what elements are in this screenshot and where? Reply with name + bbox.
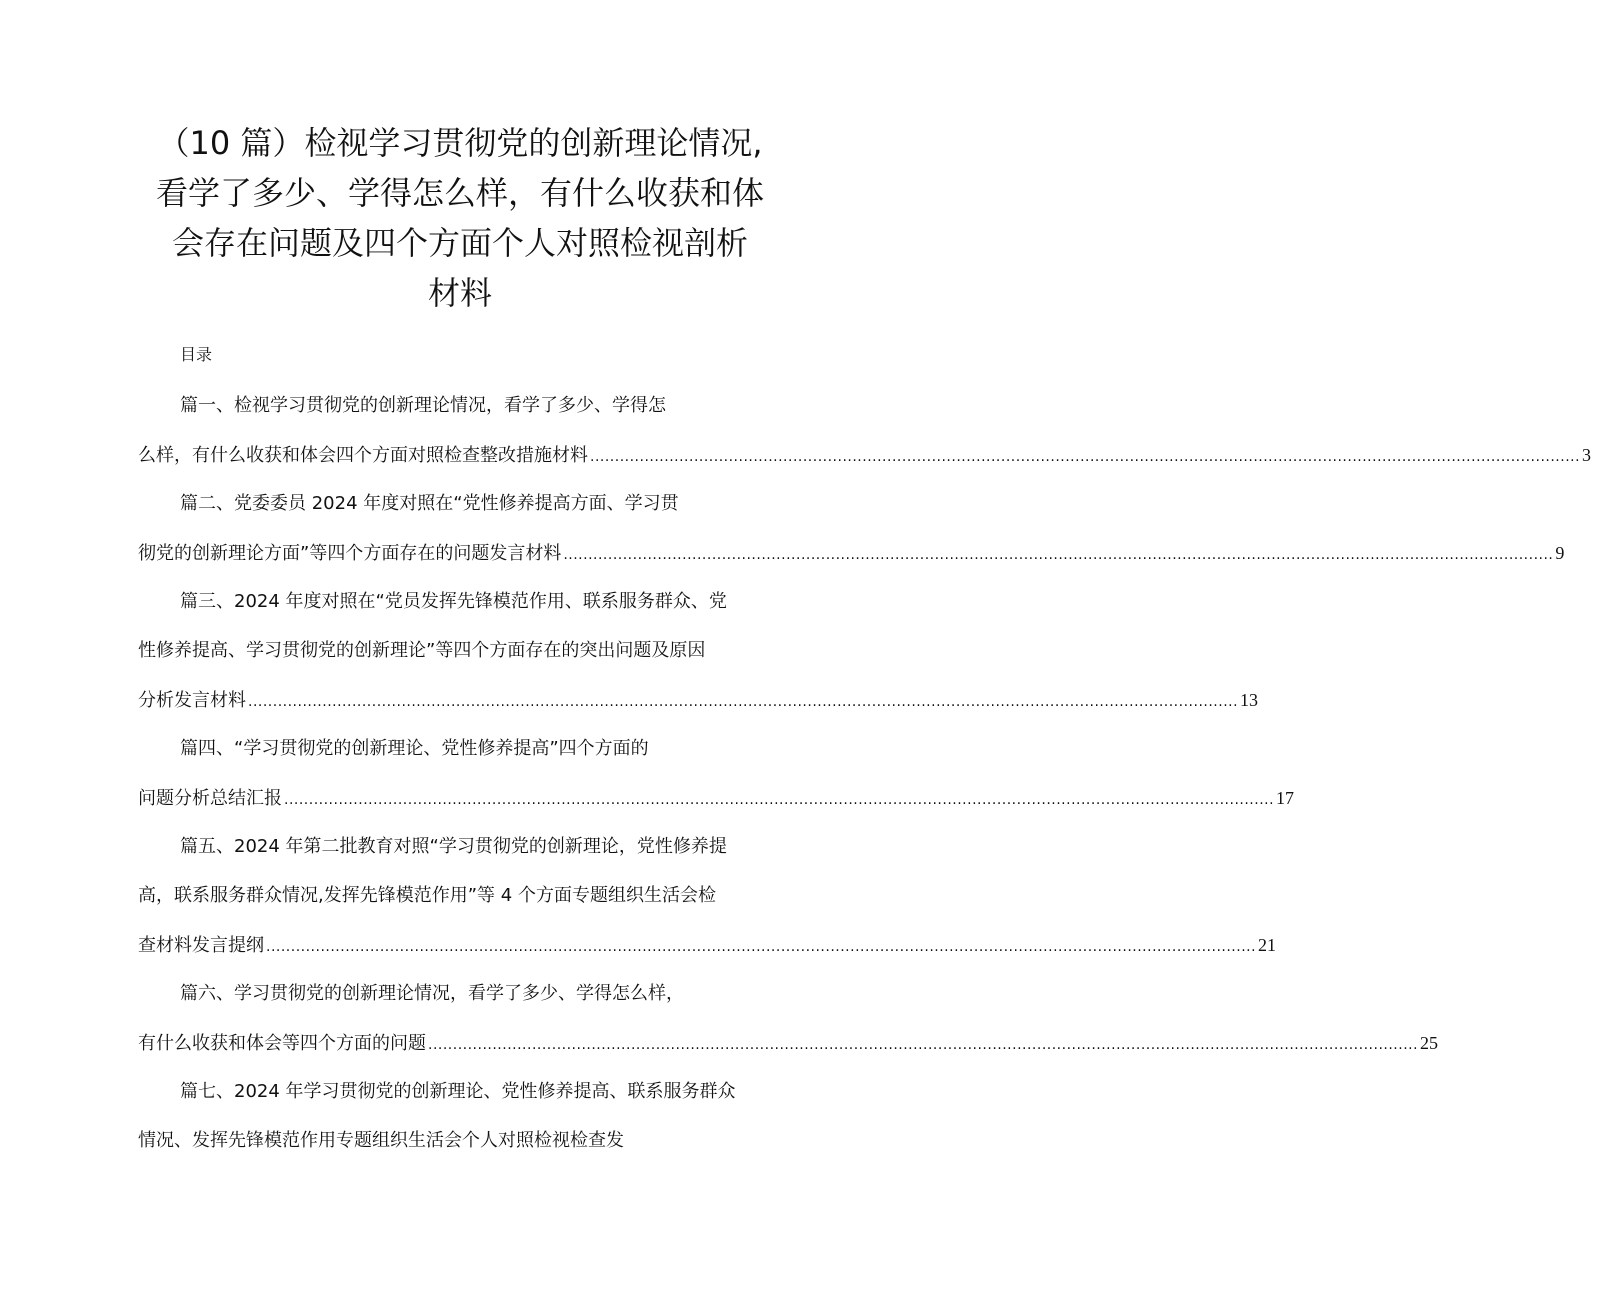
toc-dot-leader: ........................................................................................................................................................................................................: [284, 792, 1275, 808]
toc-entry-text: 篇一、检视学习贯彻党的创新理论情况，看学了多少、学得怎: [180, 395, 666, 416]
table-of-contents: [138, 385, 1592, 1169]
title-line-1: （10 篇）检视学习贯彻党的创新理论情况,: [157, 124, 763, 162]
toc-entry[interactable]: [138, 483, 1565, 581]
title-line-3: 会存在问题及四个方面个人对照检视剖析: [171, 224, 748, 262]
toc-entry-line: [138, 1120, 786, 1169]
toc-page-number: 17: [1276, 788, 1295, 808]
toc-entry-line: [138, 532, 1565, 581]
toc-entry-text: 高，联系服务群众情况,发挥先锋模范作用”等 4 个方面专题组织生活会检: [138, 885, 716, 906]
toc-entry-text: 篇六、学习贯彻党的创新理论情况，看学了多少、学得怎么样，: [180, 983, 684, 1004]
toc-entry-line: [138, 875, 786, 924]
toc-entry-line: [138, 581, 786, 630]
title-line-4: 材料: [427, 274, 492, 312]
toc-page-number: 21: [1258, 935, 1277, 955]
toc-page-number: 3: [1582, 445, 1592, 465]
toc-entry-text: 篇四、“学习贯彻党的创新理论、党性修养提高”四个方面的: [180, 738, 649, 759]
toc-dot-leader: ........................................................................................................................................................................................................: [590, 449, 1581, 465]
toc-entry[interactable]: [138, 728, 1295, 826]
toc-entry-text: 问题分析总结汇报: [138, 788, 282, 809]
toc-page-number: 9: [1555, 543, 1565, 563]
toc-entry-text: 篇二、党委委员 2024 年度对照在“党性修养提高方面、学习贯: [180, 493, 679, 514]
document-title: [110, 118, 810, 318]
toc-entry-line: [138, 679, 1259, 728]
toc-entry[interactable]: [138, 581, 1259, 728]
title-line-2: 看学了多少、学得怎么样，有什么收获和体: [155, 174, 764, 212]
toc-page-number: 13: [1240, 690, 1259, 710]
toc-entry[interactable]: [138, 1071, 786, 1169]
toc-entry-line: [138, 973, 786, 1022]
toc-dot-leader: ........................................................................................................................................................................................................: [428, 1037, 1419, 1053]
toc-entry-text: 篇五、2024 年第二批教育对照“学习贯彻党的创新理论，党性修养提: [180, 836, 727, 857]
toc-entry-text: 查材料发言提纲: [138, 935, 264, 956]
toc-entry-text: 分析发言材料: [138, 690, 246, 711]
toc-entry-line: [138, 826, 786, 875]
toc-entry-text: 篇三、2024 年度对照在“党员发挥先锋模范作用、联系服务群众、党: [180, 591, 727, 612]
toc-entry[interactable]: [138, 973, 1439, 1071]
toc-entry[interactable]: [138, 826, 1277, 973]
toc-entry-text: 彻党的创新理论方面”等四个方面存在的问题发言材料: [138, 543, 562, 564]
toc-entry-text: 么样，有什么收获和体会四个方面对照检查整改措施材料: [138, 445, 588, 466]
toc-dot-leader: ........................................................................................................................................................................................................: [248, 694, 1239, 710]
toc-entry-line: [138, 1071, 786, 1120]
toc-entry-line: [138, 630, 786, 679]
toc-entry-line: [138, 777, 1295, 826]
toc-entry-line: [138, 483, 786, 532]
toc-entry-text: 篇七、2024 年学习贯彻党的创新理论、党性修养提高、联系服务群众: [180, 1081, 736, 1102]
toc-entry-line: [138, 924, 1277, 973]
toc-dot-leader: ........................................................................................................................................................................................................: [266, 939, 1257, 955]
toc-entry-text: 有什么收获和体会等四个方面的问题: [138, 1033, 426, 1054]
toc-entry-line: [138, 1022, 1439, 1071]
toc-entry-text: 性修养提高、学习贯彻党的创新理论”等四个方面存在的突出问题及原因: [138, 640, 706, 661]
toc-page-number: 25: [1420, 1033, 1439, 1053]
toc-label: 目录: [180, 345, 213, 364]
toc-dot-leader: ........................................................................................................................................................................................................: [563, 547, 1554, 563]
toc-entry-line: [138, 728, 786, 777]
toc-entry-line: [138, 434, 1592, 483]
toc-entry-line: [138, 385, 786, 434]
toc-entry[interactable]: [138, 385, 1592, 483]
toc-entry-text: 情况、发挥先锋模范作用专题组织生活会个人对照检视检查发: [138, 1130, 624, 1151]
